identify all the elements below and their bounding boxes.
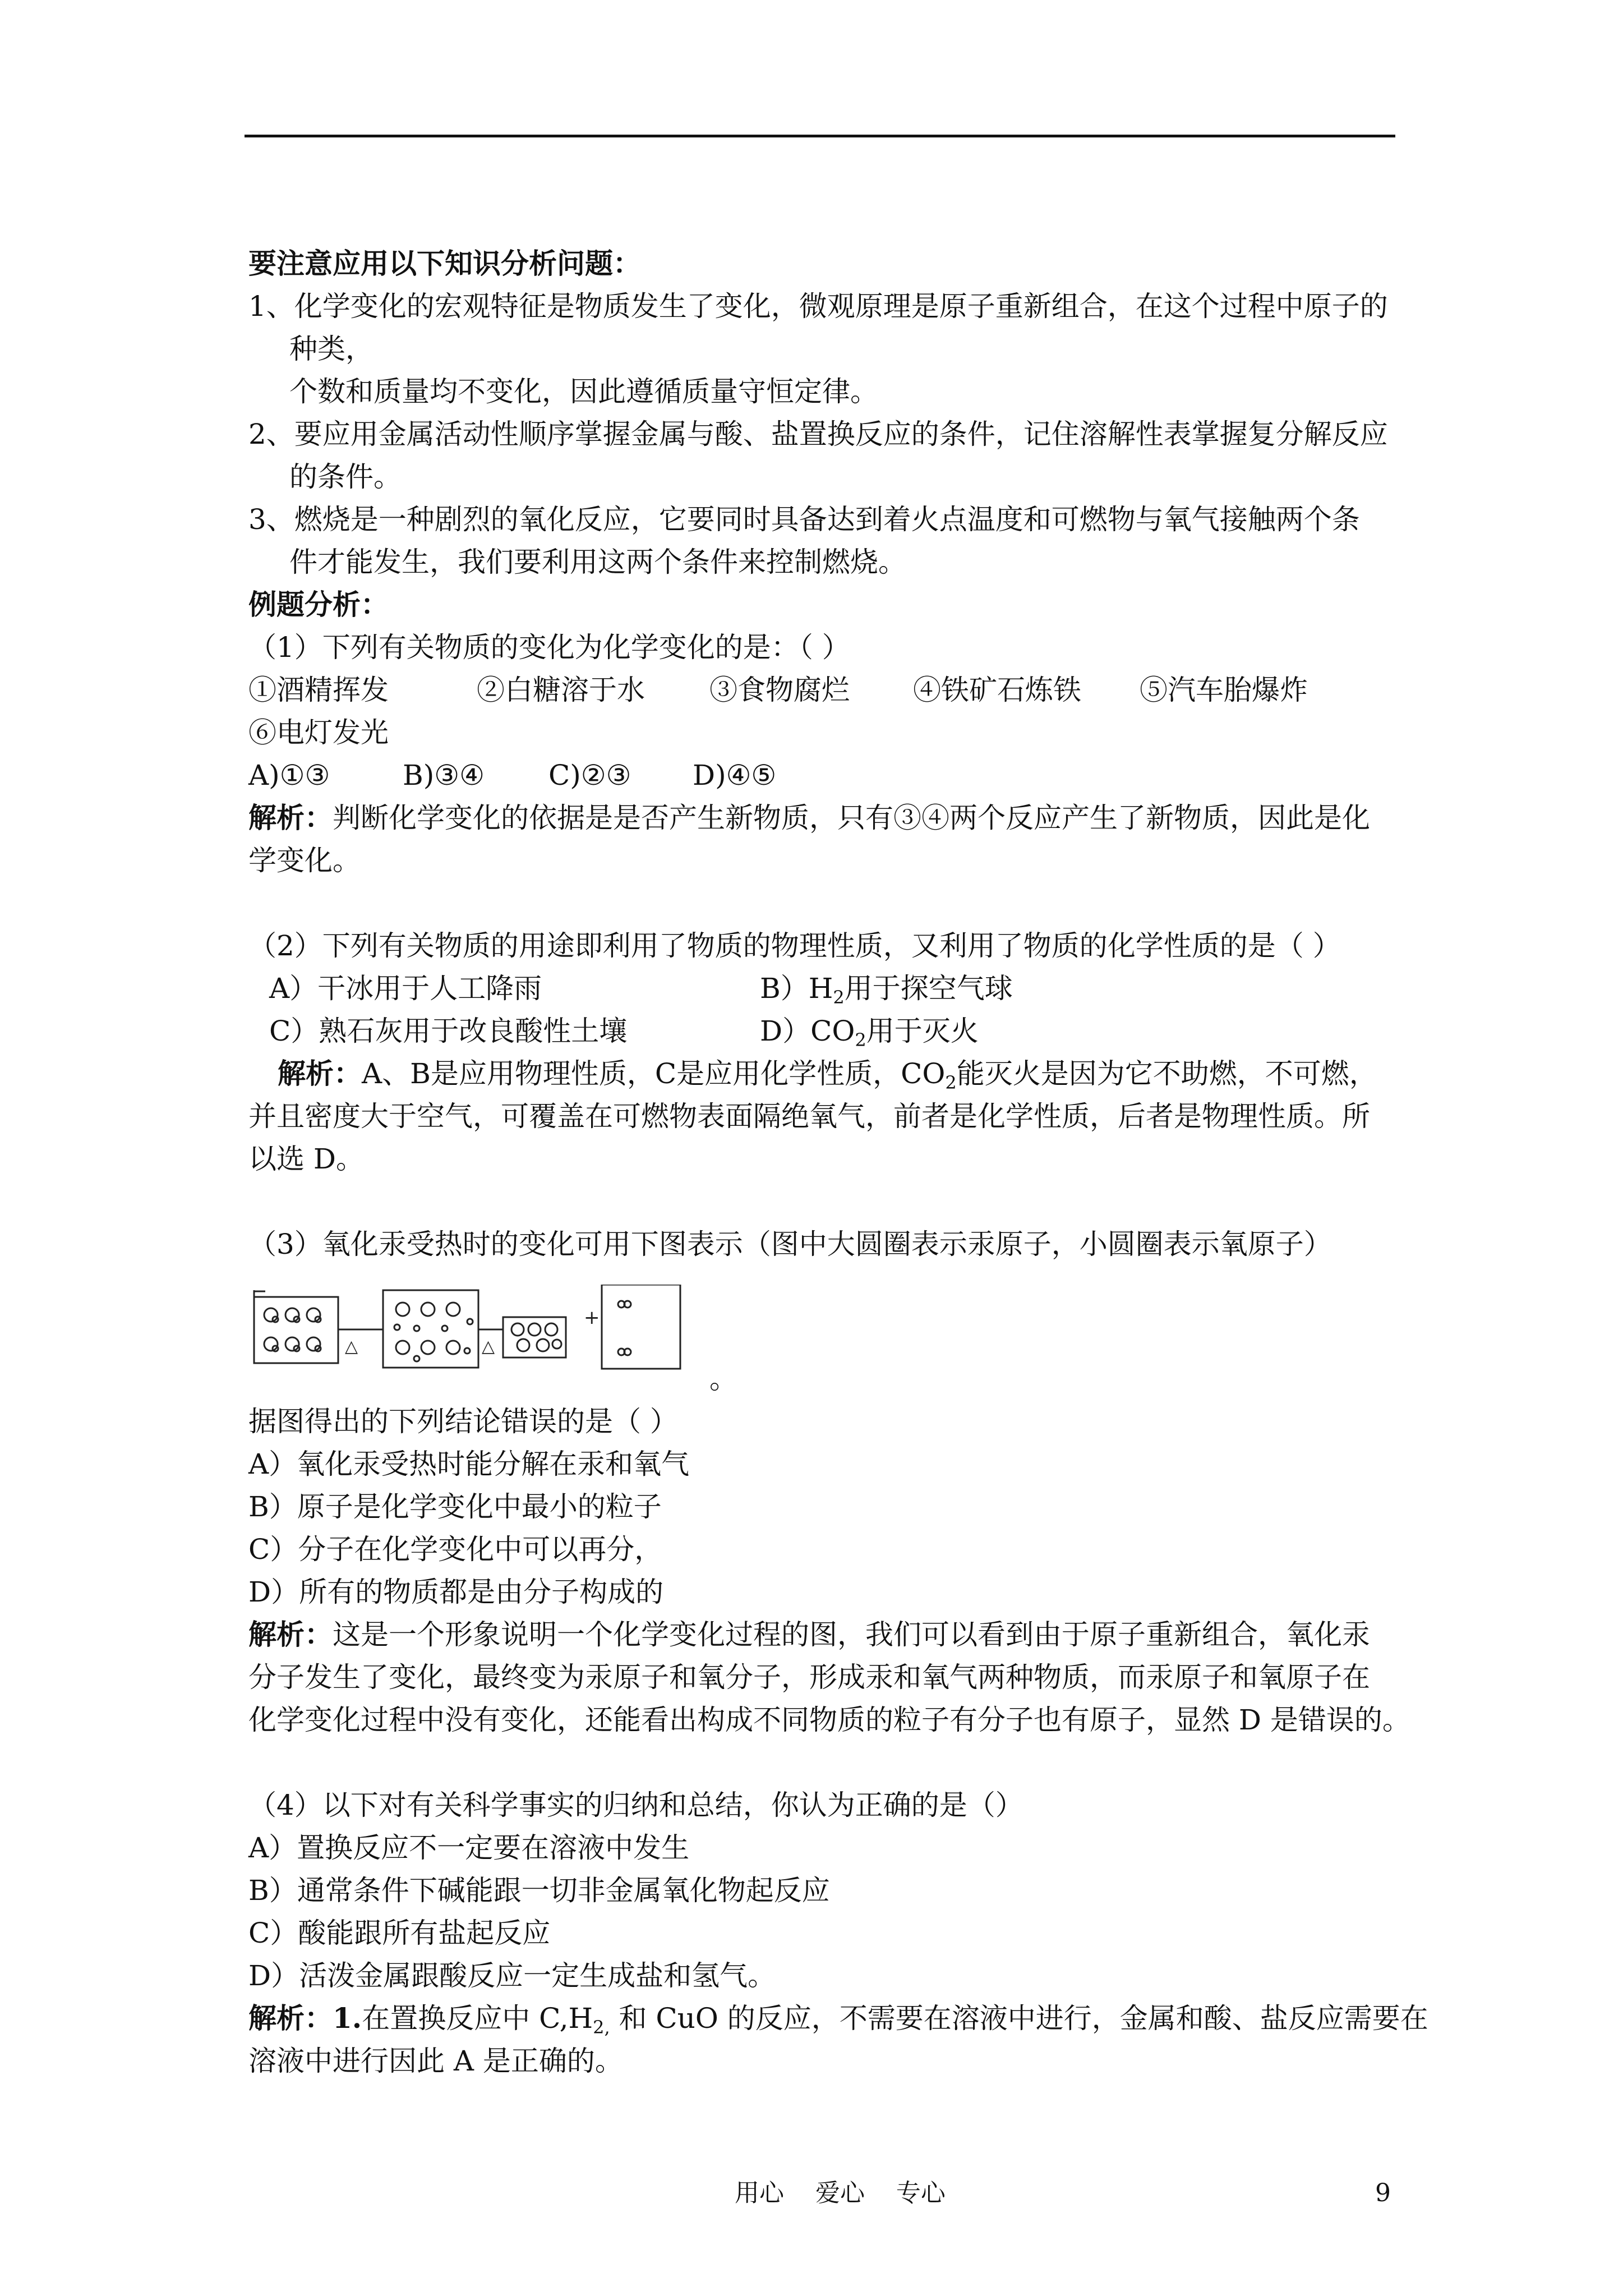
q1-choice: A)①③	[248, 759, 330, 792]
diagram-trailing-mark: 。	[709, 1363, 737, 1395]
subscript: 2	[855, 1029, 866, 1051]
q2-option-c: C）熟石灰用于改良酸性土壤	[269, 1015, 628, 1047]
q4-analysis-line-2: 溶液中进行因此 A 是正确的。	[248, 2045, 623, 2077]
q1-choice: B)③④	[403, 759, 485, 792]
analysis-text: 这是一个形象说明一个化学变化过程的图，我们可以看到由于原子重新组合，氧化汞	[333, 1618, 1370, 1651]
analysis-text: 能灭火是因为它不助燃，不可燃，	[956, 1057, 1377, 1090]
option-text: 用于灭火	[866, 1015, 979, 1047]
heat-symbol: △	[482, 1337, 495, 1356]
q2-option-b	[760, 967, 1013, 1010]
option-text: B）H	[760, 972, 833, 1005]
header-rule	[245, 135, 1395, 137]
q1-choice: D)④⑤	[693, 759, 777, 792]
q3-prompt: 据图得出的下列结论错误的是（ ）	[248, 1405, 678, 1438]
q1-analysis-line-1	[248, 797, 1370, 839]
analysis-text: 在置换反应中 C,H	[362, 2002, 593, 2035]
q1-item: ②白糖溶于水	[477, 674, 645, 706]
analysis-text: 判断化学变化的依据是是否产生新物质，只有③④两个反应产生了新物质，因此是化	[333, 802, 1370, 834]
q3-analysis-line-1	[248, 1613, 1370, 1656]
q1-item: ③食物腐烂	[709, 674, 850, 706]
analysis-label: 解析：	[248, 2001, 333, 2035]
q1-choice: C)②③	[548, 759, 631, 792]
q2-stem: （2）下列有关物质的用途即利用了物质的物理性质，又利用了物质的化学性质的是（ ）	[248, 930, 1341, 962]
q1-item: ⑥电灯发光	[248, 716, 389, 749]
analysis-number: 1.	[333, 2001, 362, 2035]
q3-option-c: C）分子在化学变化中可以再分，	[248, 1533, 663, 1566]
q4-option-a: A）置换反应不一定要在溶液中发生	[248, 1832, 690, 1864]
q1-item: ⑤汽车胎爆炸	[1140, 674, 1308, 706]
point-1-line-2: 种类，	[289, 333, 374, 365]
q4-analysis-line-1	[248, 1997, 1428, 2040]
point-1-line-3: 个数和质量均不变化，因此遵循质量守恒定律。	[289, 375, 878, 408]
q3-option-b: B）原子是化学变化中最小的粒子	[248, 1490, 662, 1523]
heat-symbol: △	[345, 1337, 358, 1356]
q4-option-c: C）酸能跟所有盐起反应	[248, 1917, 551, 1949]
q3-stem: （3）氧化汞受热时的变化可用下图表示（图中大圆圈表示汞原子，小圆圈表示氧原子）	[248, 1228, 1332, 1260]
section-heading: 要注意应用以下知识分析问题：	[248, 247, 641, 280]
q1-analysis-line-2: 学变化。	[248, 844, 361, 877]
q4-option-b: B）通常条件下碱能跟一切非金属氧化物起反应	[248, 1874, 830, 1907]
q4-option-d: D）活泼金属跟酸反应一定生成盐和氢气。	[248, 1959, 776, 1992]
examples-heading: 例题分析：	[248, 588, 389, 621]
point-1-line-1: 1、化学变化的宏观特征是物质发生了变化，微观原理是原子重新组合，在这个过程中原子的	[248, 290, 1388, 323]
analysis-text: A、B是应用物理性质，C是应用化学性质，CO	[362, 1057, 946, 1090]
analysis-label: 解析：	[248, 801, 333, 834]
analysis-label: 解析：	[248, 1618, 333, 1651]
q1-item: ④铁矿石炼铁	[913, 674, 1081, 706]
mercury-oxide-decomposition-diagram	[248, 1285, 731, 1380]
q1-item: ①酒精挥发	[248, 674, 389, 706]
q3-analysis-line-3: 化学变化过程中没有变化，还能看出构成不同物质的粒子有分子也有原子，显然 D 是错误的。	[248, 1704, 1410, 1736]
q4-stem: （4）以下对有关科学事实的归纳和总结，你认为正确的是（）	[248, 1789, 1023, 1821]
page-number: 9	[1375, 2179, 1391, 2207]
analysis-text: 和 CuO 的反应，不需要在溶液中进行，金属和酸、盐反应需要在	[610, 2002, 1428, 2035]
point-3-line-1: 3、燃烧是一种剧烈的氧化反应，它要同时具备达到着火点温度和可燃物与氧气接触两个条	[248, 503, 1360, 536]
point-2-line-2: 的条件。	[289, 461, 402, 493]
point-3-line-2: 件才能发生，我们要利用这两个条件来控制燃烧。	[289, 546, 906, 578]
q2-analysis-line-2: 并且密度大于空气，可覆盖在可燃物表面隔绝氧气，前者是化学性质，后者是物理性质。所	[248, 1100, 1370, 1133]
point-2-line-1: 2、要应用金属活动性顺序掌握金属与酸、盐置换反应的条件，记住溶解性表掌握复分解反应	[248, 418, 1388, 450]
footer-motto: 用心 爱心 专心	[735, 2179, 946, 2207]
option-text: D）CO	[760, 1015, 855, 1047]
q3-option-a: A）氧化汞受热时能分解在汞和氧气	[248, 1448, 690, 1480]
option-text: 用于探空气球	[844, 972, 1013, 1005]
q3-analysis-line-2: 分子发生了变化，最终变为汞原子和氧分子，形成汞和氧气两种物质，而汞原子和氧原子在	[248, 1661, 1370, 1694]
q2-option-d	[760, 1010, 979, 1052]
q2-analysis-line-1	[278, 1052, 1377, 1095]
q2-option-a: A）干冰用于人工降雨	[269, 972, 542, 1005]
subscript: 2	[833, 987, 845, 1008]
q3-option-d: D）所有的物质都是由分子构成的	[248, 1576, 664, 1608]
subscript: 2	[945, 1072, 957, 1093]
q2-analysis-line-3: 以选 D。	[248, 1143, 364, 1175]
subscript: 2,	[593, 2017, 610, 2038]
plus-symbol: +	[584, 1306, 600, 1329]
analysis-label: 解析：	[278, 1057, 362, 1090]
q1-stem: （1）下列有关物质的变化为化学变化的是：（ ）	[248, 631, 850, 664]
